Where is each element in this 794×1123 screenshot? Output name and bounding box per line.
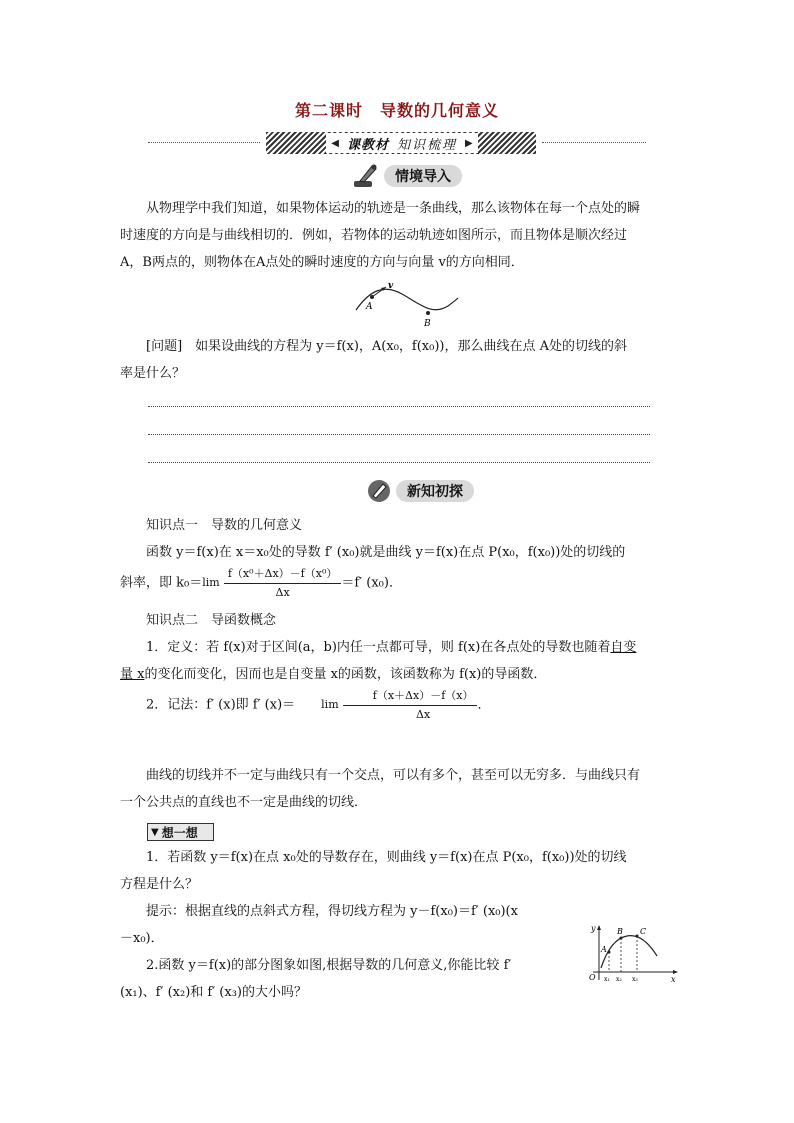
underlined-term: 自变: [610, 640, 637, 655]
origin-label: O: [589, 973, 596, 982]
x-axis-arrow: [673, 970, 678, 974]
formula-suffix: ．: [477, 697, 491, 713]
chevron-down-icon: ▼: [151, 826, 159, 838]
tick-x2: x₂: [616, 976, 622, 983]
point-c: [636, 935, 639, 938]
label-c: C: [640, 927, 647, 936]
formula-prefix: 2．记法：f′ (x)即 f′ (x)＝: [146, 697, 296, 713]
label-a: A: [366, 302, 373, 312]
intro-line: A，B两点的，则物体在A点处的瞬时速度的方向与向量 v的方向相同．: [120, 255, 524, 270]
point-a: [370, 295, 374, 299]
point-b: [426, 311, 430, 315]
knowledge-one-heading: 知识点一 导数的几何意义: [146, 518, 303, 533]
triangle-right-icon: ▶: [465, 137, 473, 149]
limit-symbol: lim: [321, 698, 339, 711]
section-banner: [148, 132, 646, 154]
fraction-denominator: Δx: [416, 707, 431, 721]
question-two-line: 2.函数 y＝f(x)的部分图象如图,根据导数的几何意义,你能比较 f′: [146, 958, 512, 973]
banner-dots-left: [148, 142, 260, 143]
tick-x3: x₃: [632, 976, 638, 983]
banner-dots-right: [542, 142, 646, 143]
section-new-knowledge: [366, 478, 474, 504]
pen-icon: [352, 163, 380, 189]
triangle-left-icon: ◀: [331, 137, 339, 149]
think-question-one: [120, 844, 680, 898]
page-title: 第二课时 导数的几何意义: [294, 101, 499, 120]
y-axis-arrow: [597, 925, 601, 930]
x-label: x: [671, 975, 676, 984]
remark-line: 曲线的切线并不一定与曲线只有一个交点，可以有多个，甚至可以无穷多．与曲线只有: [146, 768, 641, 783]
think-label-box: [147, 823, 214, 841]
label-b: B: [617, 927, 623, 936]
intro-paragraph: [120, 195, 680, 276]
question-paragraph: [120, 333, 680, 387]
knowledge-one-line: 函数 y＝f(x)在 x＝x₀处的导数 f′ (x₀)就是曲线 y＝f(x)在点 P(x₀，f(x₀))处的切线的: [146, 545, 626, 560]
banner-band: [266, 132, 536, 154]
intro-line: 时速度的方向是与曲线相切的．例如，若物体的运动轨迹如图所示，而且物体是顺次经过: [120, 228, 628, 243]
hint-line: 提示：根据直线的点斜式方程，得切线方程为 y－f(x₀)＝f′ (x₀)(x: [146, 904, 518, 919]
definition-line: 1．定义：若 f(x)对于区间(a，b)内任一点都可导，则 f(x)在各点处的导数也随着自变: [146, 640, 637, 655]
think-label: 想一想: [161, 825, 198, 840]
section-situation: [352, 163, 462, 189]
fraction-denominator: Δx: [275, 585, 290, 599]
limit-symbol: lim: [202, 576, 220, 589]
label-a: A: [601, 945, 607, 954]
question-one-line: 方程是什么？: [120, 877, 199, 892]
intro-line: 从物理学中我们知道，如果物体运动的轨迹是一条曲线，那么该物体在每一个点处的瞬: [146, 201, 641, 216]
tick-x1: x₁: [604, 976, 610, 983]
knowledge-one: [120, 512, 680, 601]
question-two-line: (x₁)、f′ (x₂)和 f′ (x₃)的大小吗？: [120, 985, 307, 1000]
hint-line: －x₀)．: [120, 931, 164, 946]
fraction-numerator: f（x＋Δx）－f（x）: [343, 689, 478, 706]
question-line: [问题] 如果设曲线的方程为 y＝f(x)，A(x₀，f(x₀))，那么曲线在点 A处的切线的斜: [146, 339, 628, 354]
formula-prefix: 斜率，即 k₀＝: [120, 575, 203, 591]
fraction-numerator: f（x⁰＋Δx）－f（x⁰）: [224, 567, 342, 584]
knowledge-two: [120, 607, 680, 723]
remark-line: 一个公共点的直线也不一定是曲线的切线．: [120, 795, 368, 810]
banner-left-text: 课教材: [346, 137, 389, 153]
point-b: [620, 937, 623, 940]
function-graph-figure: [585, 922, 685, 984]
trajectory-figure: [352, 280, 462, 330]
point-a: [608, 951, 611, 954]
underlined-term: 量 x: [120, 667, 145, 682]
answer-line: [148, 406, 650, 407]
label-b: B: [424, 319, 431, 329]
answer-line: [148, 462, 650, 463]
question-line: 率是什么？: [120, 366, 186, 381]
question-one-line: 1．若函数 y＝f(x)在点 x₀处的导数存在，则曲线 y＝f(x)在点 P(x₀，f(x₀))处的切线: [146, 850, 627, 865]
knowledge-two-heading: 知识点二 导函数概念: [146, 613, 277, 628]
notation-line: [120, 688, 680, 723]
section-situation-label: 情境导入: [384, 165, 462, 187]
pen-icon: [366, 478, 392, 504]
formula-suffix: ＝f′ (x₀)．: [341, 575, 402, 591]
knowledge-one-formula: [120, 566, 680, 601]
section-new-knowledge-label: 新知初探: [396, 480, 474, 502]
answer-line: [148, 434, 650, 435]
difference-quotient: [343, 689, 478, 722]
y-label: y: [591, 924, 596, 933]
label-v: v: [388, 281, 394, 291]
banner-right-text: 知识梳理: [397, 137, 458, 153]
definition-line: 量 x的变化而变化，因而也是自变量 x的函数，该函数称为 f(x)的导函数．: [120, 667, 547, 682]
think-hint-and-q2: [120, 898, 570, 1006]
difference-quotient: [224, 567, 342, 600]
remark-paragraph: [120, 762, 680, 816]
